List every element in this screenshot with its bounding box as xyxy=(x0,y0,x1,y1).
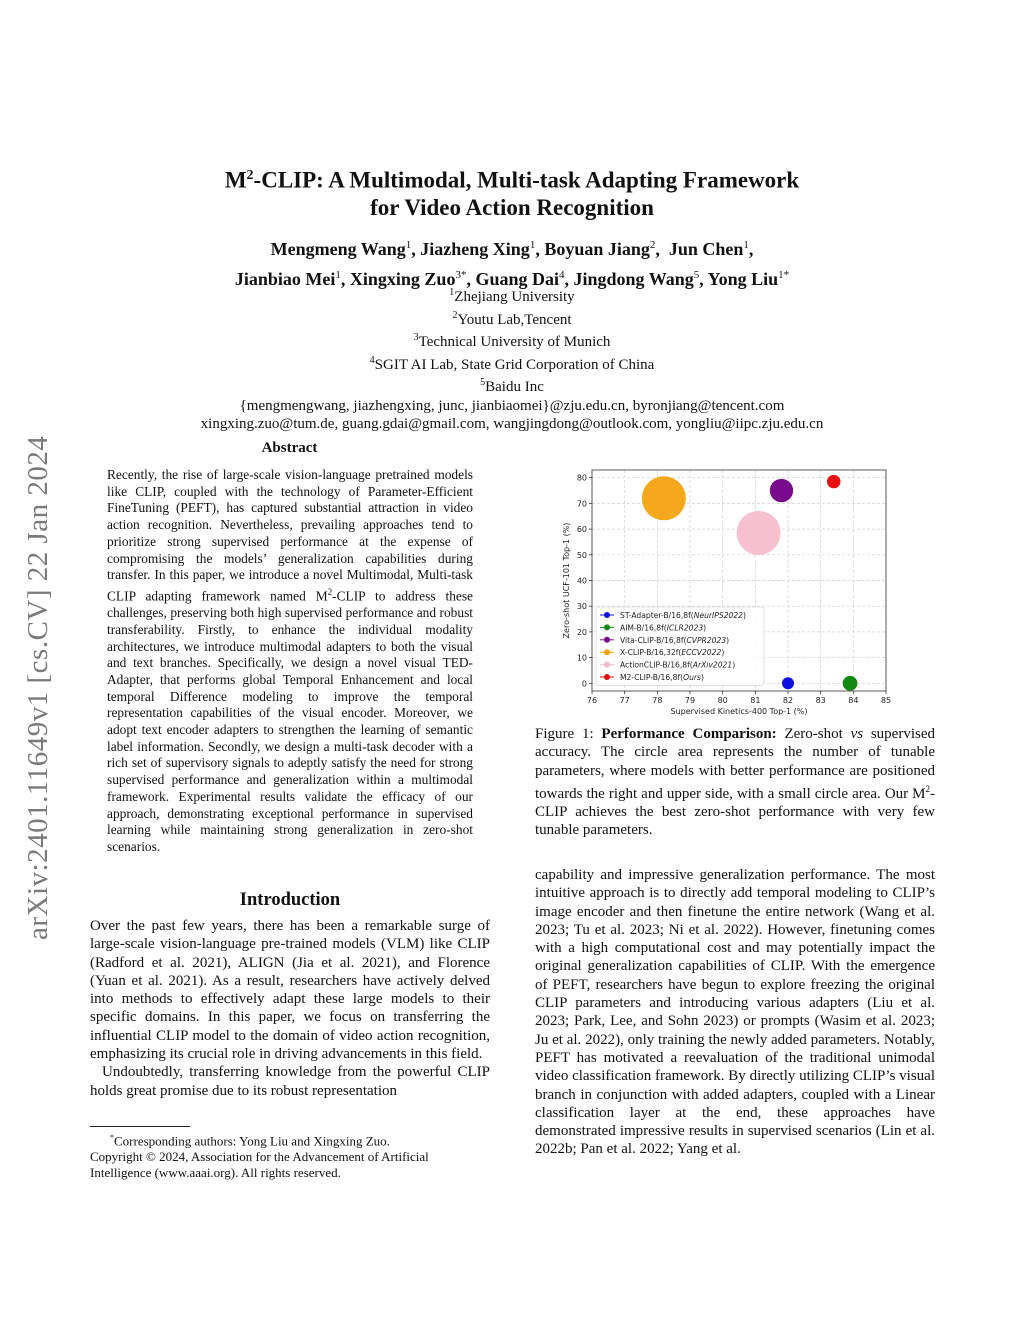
x-tick-label: 81 xyxy=(750,696,761,705)
x-tick-label: 77 xyxy=(619,696,630,705)
affiliation-mark: 2 xyxy=(452,309,458,321)
x-tick-label: 80 xyxy=(717,696,728,705)
affiliation xyxy=(100,352,924,375)
x-tick-label: 79 xyxy=(684,696,696,705)
legend-label: ActionCLIP-B/16,8f(ArXiv2021) xyxy=(620,660,736,670)
affiliation-mark: 5 xyxy=(480,377,486,388)
abstract-text-2: -CLIP to address these challenges, preserving both high supervised performance and robust transferability. Firstly, to enhance the individual modality architectures, we introduce multimodal adapters to both the visual and text branches. Specifically, we design a novel visual TED-Adapter, that performs global Temporal Enhancement and local temporal Difference modeling to improve the temporal representation capabilities of the visual encoder. Moreover, we adopt text encoder adapters to strengthen the learning of semantic label information. Secondly, we design a multi-task decoder with a rich set of supervisory signals to adeptly satisfy the need for strong supervised performance and generalization within a multimodal framework. Experimental results validate the efficacy of our approach, demonstrating exceptional performance in supervised learning while maintaining strong generalization in zero-shot scenarios. xyxy=(107,588,473,854)
figure-caption xyxy=(535,725,935,840)
author-name: Mengmeng Wang xyxy=(270,239,406,259)
affiliation-name: Technical University of Munich xyxy=(418,334,611,350)
title-line1: -CLIP: A Multimodal, Multi-task Adapting Framework xyxy=(253,167,800,193)
author-name: Xingxing Zuo xyxy=(349,269,456,289)
author-line-1: Mengmeng Wang$^1$, Jiazheng Xing$^1$, Boyuan Jiang$^2$, Jun Chen$^1$, xyxy=(270,239,754,259)
footnote-mark: * xyxy=(110,1133,114,1142)
legend-label: X-CLIP-B/16,32f(ECCV2022) xyxy=(620,648,725,658)
author-mark: 2 xyxy=(649,239,656,251)
x-tick-label: 83 xyxy=(815,696,826,705)
y-axis-label: Zero-shot UCF-101 Top-1 (%) xyxy=(562,522,571,639)
abstract-body xyxy=(107,467,473,856)
title-line2: for Video Action Recognition xyxy=(370,194,654,220)
legend-label: AIM-B/16,8f(ICLR2023) xyxy=(620,623,707,633)
author-mark: 1 xyxy=(529,239,536,251)
figure-1 xyxy=(560,463,900,725)
title-prefix: M xyxy=(224,167,247,193)
affiliation-name: SGIT AI Lab, State Grid Corporation of China xyxy=(374,356,655,373)
affiliation xyxy=(100,374,924,397)
caption-text-1: Zero-shot xyxy=(776,726,851,742)
author-name: Jingdong Wang xyxy=(573,269,694,289)
y-tick-label: 70 xyxy=(576,499,587,509)
scatter-chart xyxy=(560,463,900,725)
affiliation-mark: 3 xyxy=(413,332,419,343)
author-mark: 3* xyxy=(455,269,467,281)
paragraph: Undoubtedly, transferring knowledge from the powerful CLIP holds great promise due to its robust representation xyxy=(90,1064,490,1099)
data-point xyxy=(827,475,840,488)
caption-vs: vs xyxy=(850,726,864,742)
title-superscript: 2 xyxy=(246,168,254,183)
footnote-divider xyxy=(90,1126,190,1127)
email-line-2: xingxing.zuo@tum.de, guang.gdai@gmail.com, wangjingdong@outlook.com, yongliu@iipc.zju.edu.cn xyxy=(200,416,824,432)
copyright-notice: Copyright © 2024, Association for the Advancement of Artificial Intelligence (www.aaai.org). All rights reserved. xyxy=(90,1149,429,1181)
affiliation-name: Baidu Inc xyxy=(485,379,544,395)
data-point xyxy=(642,476,686,520)
author-name: Yong Liu xyxy=(707,269,779,289)
author-name: Guang Dai xyxy=(475,269,559,289)
y-tick-label: 30 xyxy=(576,602,587,612)
author-mark: 1 xyxy=(743,239,749,251)
legend-label: ST-Adapter-B/16,8f(NeurIPS2022) xyxy=(620,611,746,620)
legend-marker xyxy=(604,637,610,643)
caption-text-2: supervised accuracy. The circle area represents the number of tunable parameters, where models with better performance are positioned towards the right and upper side, with a small circle area. Our M xyxy=(535,726,935,802)
caption-label: Figure 1: xyxy=(535,726,594,742)
author-mark: 4 xyxy=(558,269,565,281)
y-tick-label: 10 xyxy=(576,653,587,663)
affiliation-mark: 4 xyxy=(369,354,375,366)
affiliation xyxy=(100,284,924,307)
x-tick-label: 76 xyxy=(586,696,598,705)
legend-marker xyxy=(604,662,610,668)
introduction-heading: Introduction xyxy=(239,890,341,910)
legend-label: Vita-CLIP-B/16,8f(CVPR2023) xyxy=(620,635,730,645)
author-mark: 1* xyxy=(778,269,790,281)
author-name: Boyuan Jiang xyxy=(544,239,650,259)
legend-marker xyxy=(604,674,610,680)
legend-label: M2-CLIP-B/16,8f(Ours) xyxy=(620,673,704,682)
legend-marker xyxy=(604,649,610,655)
abstract-superscript: 2 xyxy=(327,586,333,597)
affiliation-mark: 1 xyxy=(449,287,455,298)
y-tick-label: 40 xyxy=(576,576,587,586)
abstract-heading: Abstract xyxy=(261,440,318,456)
affiliation-name: Youtu Lab,Tencent xyxy=(457,311,572,328)
data-point xyxy=(737,511,781,555)
data-point xyxy=(843,676,858,691)
y-tick-label: 0 xyxy=(581,679,587,689)
author-mark: 5 xyxy=(693,269,700,281)
y-tick-label: 50 xyxy=(576,550,587,560)
author-name: Jiazheng Xing xyxy=(420,239,530,259)
arxiv-identifier: arXiv:2401.11649v1 [cs.CV] 22 Jan 2024 xyxy=(22,435,54,940)
introduction-right-column xyxy=(535,866,935,1159)
affiliation xyxy=(100,329,924,352)
author-name: Jun Chen xyxy=(668,239,744,259)
x-tick-label: 78 xyxy=(652,696,663,705)
x-axis-label: Supervised Kinetics-400 Top-1 (%) xyxy=(670,707,808,716)
email-line-1: {mengmengwang, jiazhengxing, junc, jianbiaomei}@zju.edu.cn, byronjiang@tencent.com xyxy=(239,397,785,414)
caption-bold: Performance Comparison: xyxy=(601,726,777,742)
author-mark: 1 xyxy=(405,239,412,251)
data-point xyxy=(782,677,794,689)
x-tick-label: 85 xyxy=(880,696,892,705)
abstract-text-1: Recently, the rise of large-scale vision-language pretrained models like CLIP, coupled with the technology of Parameter-Efficient FineTuning (PEFT), has captured substantial attraction in video action recognition. Nevertheless, prevailing approaches tend to prioritize strong supervised performance at the expense of compromising the models’ generalization capabilities during transfer. In this paper, we introduce a novel Multimodal, Multi-task CLIP adapting framework named M xyxy=(107,467,473,604)
affiliation xyxy=(100,307,924,330)
x-tick-label: 82 xyxy=(782,696,794,705)
author-mark: 1 xyxy=(335,269,341,281)
author-name: Jianbiao Mei xyxy=(234,269,336,289)
footnote-text: Corresponding authors: Yong Liu and Xingxing Zuo. xyxy=(114,1133,390,1149)
caption-superscript: 2 xyxy=(925,783,930,794)
x-tick-label: 84 xyxy=(848,696,859,705)
y-tick-label: 80 xyxy=(576,473,587,483)
paper-title xyxy=(100,162,924,221)
author-list xyxy=(100,232,924,292)
caption-text-3: -CLIP achieves the best zero-shot performance with very few tunable parameters. xyxy=(535,785,935,839)
paragraph: capability and impressive generalization performance. The most intuitive approach is to directly add temporal modeling to CLIP’s image encoder and then finetune the entire network (Wang et al. 2023; Tu et al. 2023; Ni et al. 2022). However, finetuning comes with a high computational cost and may potentially impact the original generalization capabilities of CLIP. With the emergence of PEFT, researchers have begun to explore freezing the original CLIP parameters and introducing various adapters (Liu et al. 2023; Park, Lee, and Sohn 2023) or prompts (Wasim et al. 2023; Ju et al. 2022), only training the newly added parameters. Notably, PEFT has motivated a reevaluation of the traditional unimodal video classification framework. By directly utilizing CLIP’s visual branch in conjunction with added adapters, coupled with a Linear classification layer at the end, these approaches have demonstrated impressive results in supervised scenarios (Lin et al. 2022b; Pan et al. 2022; Yang et al. xyxy=(535,867,935,1158)
legend-marker xyxy=(604,624,610,630)
affiliations xyxy=(100,284,924,434)
introduction-left-column xyxy=(90,917,490,1100)
author-line-2: Jianbiao Mei$^1$, Xingxing Zuo$^{3*}$, Guang Dai$^4$, Jingdong Wang$^5$, Yong Liu$^{1*}$ xyxy=(234,269,790,289)
paragraph: Over the past few years, there has been a remarkable surge of large-scale vision-language pre-trained models (VLM) like CLIP (Radford et al. 2021), ALIGN (Jia et al. 2021), and Florence (Yuan et al. 2021). As a result, researchers have actively delved into methods to effectively adapt these large models to their specific domains. In this paper, we focus on transferring the influential CLIP model to the domain of video action recognition, emphasizing its crucial role in driving advancements in this field. xyxy=(90,918,490,1063)
affiliation-name: Zhejiang University xyxy=(454,289,575,305)
legend-marker xyxy=(604,612,610,618)
footnote xyxy=(90,1130,490,1181)
y-tick-label: 20 xyxy=(576,627,587,637)
data-point xyxy=(770,479,793,502)
y-tick-label: 60 xyxy=(576,525,587,535)
